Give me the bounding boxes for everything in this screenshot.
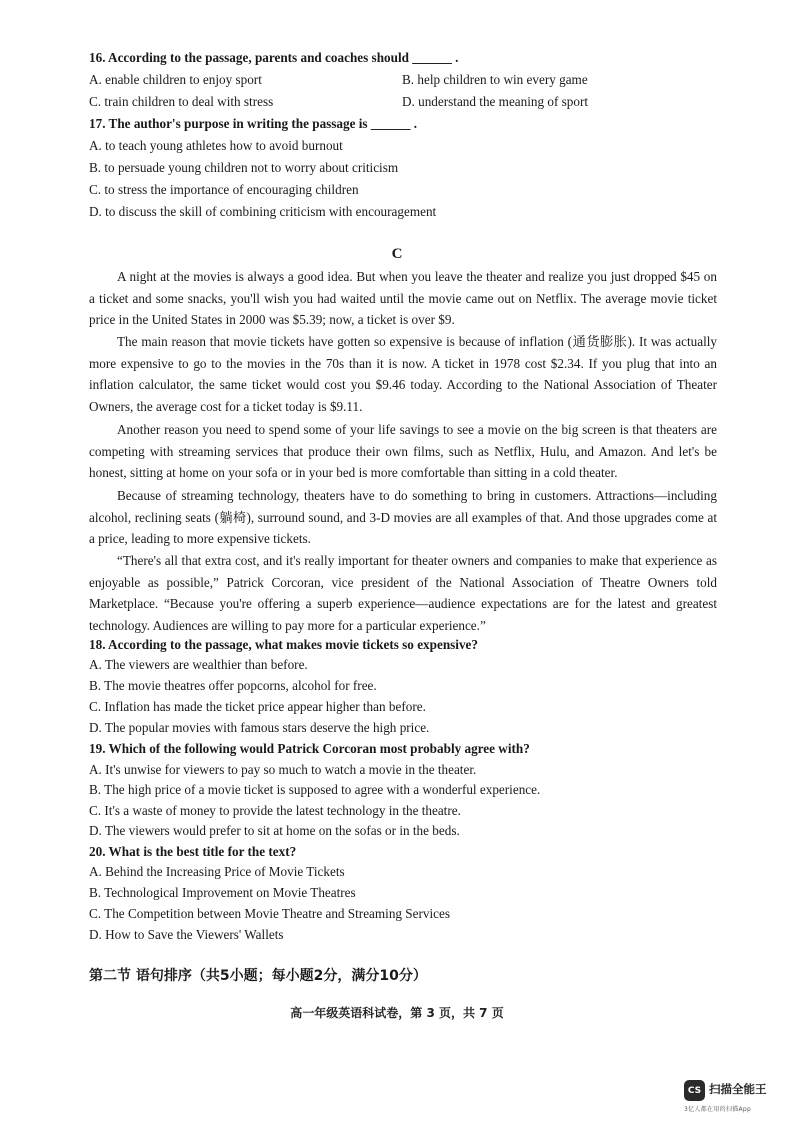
q16-option-b: B. help children to win every game (402, 72, 588, 87)
q20-option-b: B. Technological Improvement on Movie Theatres (89, 885, 356, 900)
q20-option-c: C. The Competition between Movie Theatre and Streaming Services (89, 906, 450, 921)
section-2-heading: 第二节 语句排序（共5小题；每小题2分，满分10分） (89, 968, 427, 984)
q19-option-b: B. The high price of a movie ticket is supposed to agree with a wonderful experience. (89, 782, 541, 797)
q17-option-a: A. to teach young athletes how to avoid burnout (89, 138, 343, 153)
q18-option-d: D. The popular movies with famous stars deserve the high price. (89, 720, 430, 735)
q16-option-c: C. train children to deal with stress (89, 94, 274, 109)
q19-option-d: D. The viewers would prefer to sit at home on the sofas or in the beds. (89, 823, 460, 838)
q16-option-d: D. understand the meaning of sport (402, 94, 589, 109)
camscanner-logo-icon: CS (684, 1080, 705, 1101)
watermark-app-name: 扫描全能王 (709, 1082, 767, 1096)
q18-option-a: A. The viewers are wealthier than before. (89, 657, 308, 672)
passage-paragraph-4: Because of streaming technology, theaters have to do something to bring in customers. Attractions—including alcohol, reclining seats (躺椅), surround sound, and 3-D movies are all examples of that. And those upgrades come at a price, leading to more expensive tickets. (89, 488, 717, 546)
q17-option-c: C. to stress the importance of encouraging children (89, 182, 359, 197)
q18-option-c: C. Inflation has made the ticket price appear higher than before. (89, 699, 426, 714)
q19-option-c: C. It's a waste of money to provide the latest technology in the theatre. (89, 803, 461, 818)
q18-option-b: B. The movie theatres offer popcorns, alcohol for free. (89, 678, 377, 693)
passage-paragraph-3: Another reason you need to spend some of your life savings to see a movie on the big screen is that theaters are competing with streaming services that produce their own films, such as Netflix, Hulu, and Amazon. And let's be honest, sitting at home on your sofa or in your bed is more comfortable than sitting in a cold theater. (89, 422, 717, 480)
q19-option-a: A. It's unwise for viewers to pay so much to watch a movie in the theater. (89, 762, 477, 777)
passage-paragraph-1: A night at the movies is always a good idea. But when you leave the theater and realize you just dropped $45 on a ticket and some snacks, you'll wish you had waited until the movie came out on Netflix. The average movie ticket price in the United States in 2000 was $5.39; now, a ticket is over $9. (89, 269, 717, 327)
page-footer: 高一年级英语科试卷，第 3 页，共 7 页 (290, 1006, 504, 1020)
q20-option-a: A. Behind the Increasing Price of Movie Tickets (89, 864, 345, 879)
q17-stem: 17. The author's purpose in writing the passage is ______ . (89, 116, 418, 131)
q17-option-b: B. to persuade young children not to worry about criticism (89, 160, 399, 175)
q18-stem: 18. According to the passage, what makes movie tickets so expensive? (89, 637, 479, 652)
q17-option-d: D. to discuss the skill of combining criticism with encouragement (89, 204, 437, 219)
q16-option-a: A. enable children to enjoy sport (89, 72, 262, 87)
scanner-watermark (684, 1075, 784, 1115)
passage-section-heading: C (391, 246, 403, 262)
watermark-tagline: 3亿人都在用的扫描App (684, 1106, 752, 1113)
q20-option-d: D. How to Save the Viewers' Wallets (89, 927, 284, 942)
passage-paragraph-2: The main reason that movie tickets have gotten so expensive is because of inflation (通货膨胀). It was actually more expensive to go to the movies in the 70s than it is now. A ticket in 1978 cost $2.34. If you plug that into an inflation calculator, the same ticket would cost you $9.46 today. According to the National Association of Theater Owners, the average cost for a ticket today is $9.11. (89, 334, 717, 414)
q16-stem: 16. According to the passage, parents and coaches should ______ . (89, 50, 459, 65)
q20-stem: 20. What is the best title for the text? (89, 844, 297, 859)
passage-paragraph-5: “There's all that extra cost, and it's really important for theater owners and companies to make that experience as enjoyable as possible,” Patrick Corcoran, vice president of the National Association of Theatre Owners told Marketplace. “Because you're offering a superb experience—audience expectations are for the latest and greatest technology. Audiences are willing to pay more for a particular experience.” (89, 553, 717, 633)
q19-stem: 19. Which of the following would Patrick Corcoran most probably agree with? (89, 741, 530, 756)
